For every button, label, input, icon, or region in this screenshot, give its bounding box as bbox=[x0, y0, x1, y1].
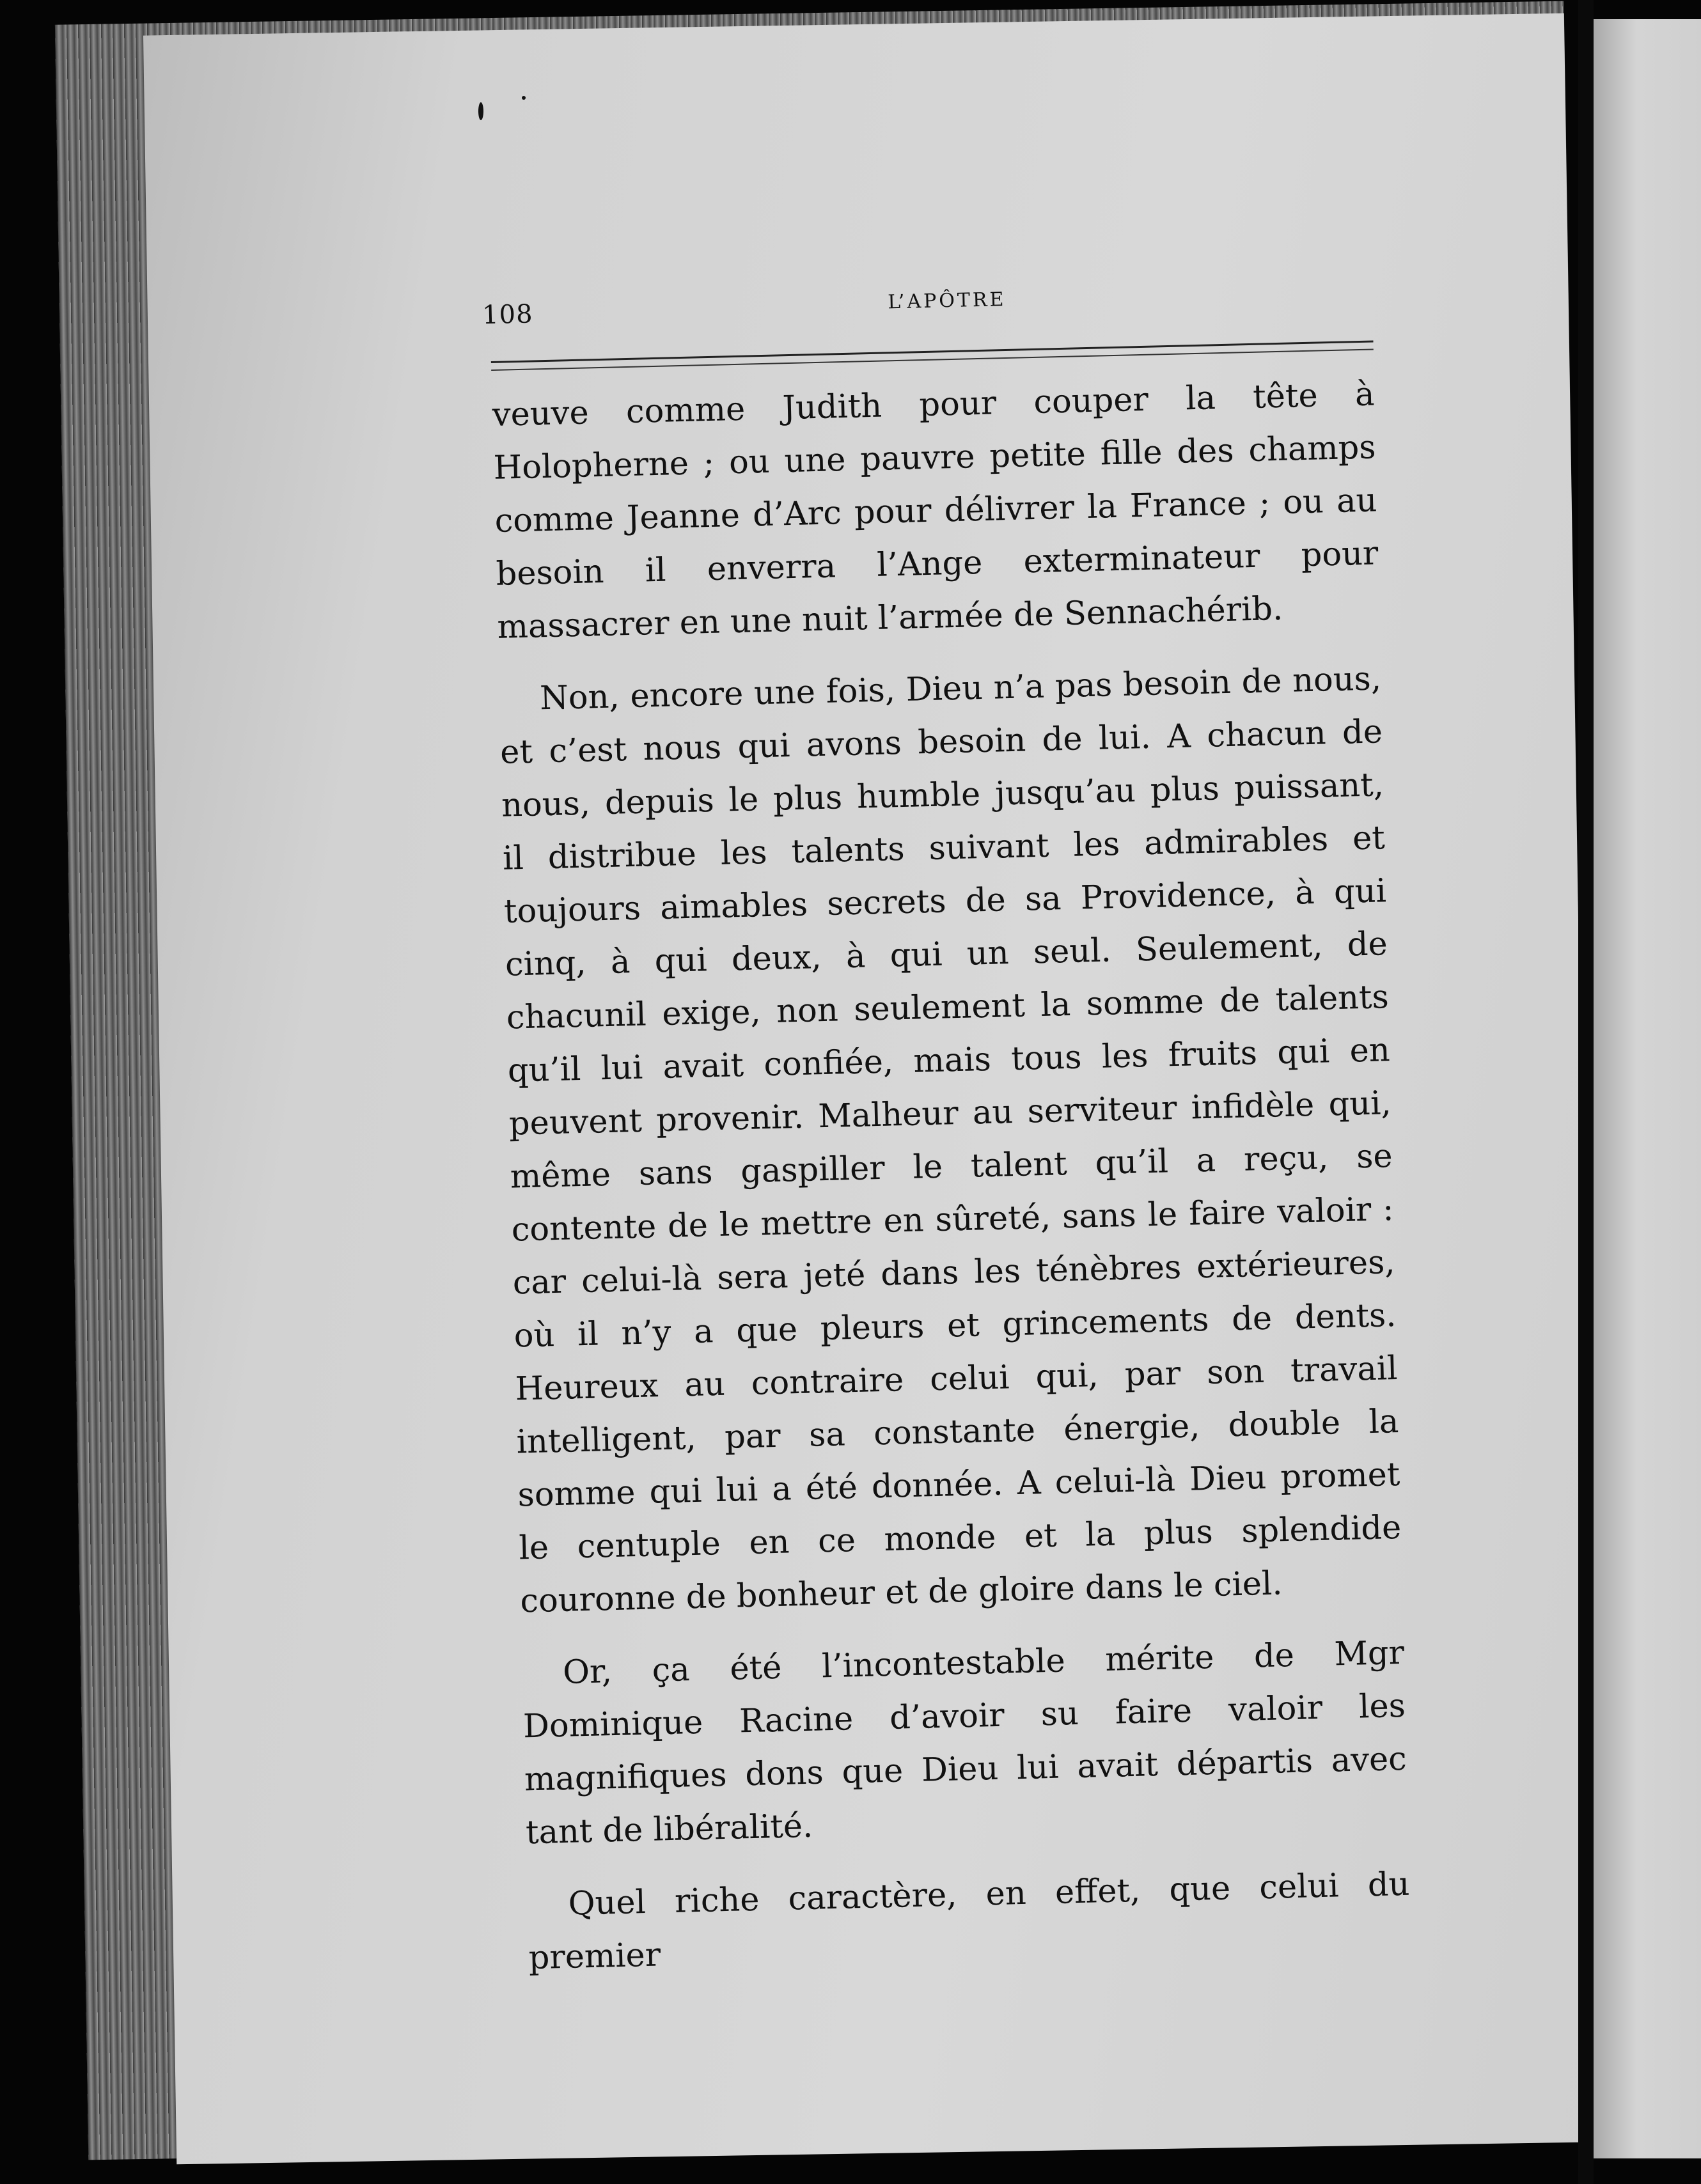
facing-page-edge bbox=[1594, 19, 1701, 2158]
paragraph: Quel riche caractère, en effet, que celui du premier bbox=[528, 1865, 1411, 1977]
scan-speck bbox=[522, 96, 526, 100]
paragraph: veuve comme Judith pour couper la tête à Holopherne ; ou une pauvre petite fille des champs comme Jeanne d’Arc pour délivrer la France ; ou au besoin il enverra l’Ange exterminateur pour massacrer en une nuit l’armée de Sennachérib. bbox=[492, 375, 1379, 646]
paragraph: Non, encore une fois, Dieu n’a pas besoin de nous, et c’est nous qui avons besoin de lui. A chacun de nous, depuis le plus humble jusqu’au plus puissant, il distribue les talents suivant les admirables et toujours aimables secrets de sa Providence, à qui cinq, à qui deux, à qui un seul. Seulement, de chacunil exige, non seulement la somme de talents qu’il lui avait confiée, mais tous les fruits qui en peuvent provenir. Malheur au serviteur infidèle qui, même sans gaspiller le talent qu’il a reçu, se contente de le mettre en sûreté, sans le faire valoir : car celui-là sera jeté dans les ténèbres extérieures, où il n’y a que pleurs et grincements de dents. Heureux au contraire celui qui, par son travail intelligent, par sa constante énergie, double la somme qui lui a été donnée. A celui-là Dieu promet le centuple en ce monde et la plus splendide couronne de bonheur et de gloire dans le ciel. bbox=[499, 660, 1402, 1621]
book-gutter bbox=[1578, 0, 1594, 2184]
header-rule bbox=[491, 340, 1374, 371]
page-content bbox=[482, 263, 1444, 2004]
running-title: L’APÔTRE bbox=[887, 288, 1007, 314]
paragraph: Or, ça été l’incontestable mérite de Mgr Dominique Racine d’avoir su faire valoir les magnifiques dons que Dieu lui avait départis avec tant de libéralité. bbox=[522, 1634, 1407, 1852]
page-number: 108 bbox=[482, 299, 534, 331]
scan-speck bbox=[478, 102, 483, 120]
body-text bbox=[492, 368, 1411, 1985]
